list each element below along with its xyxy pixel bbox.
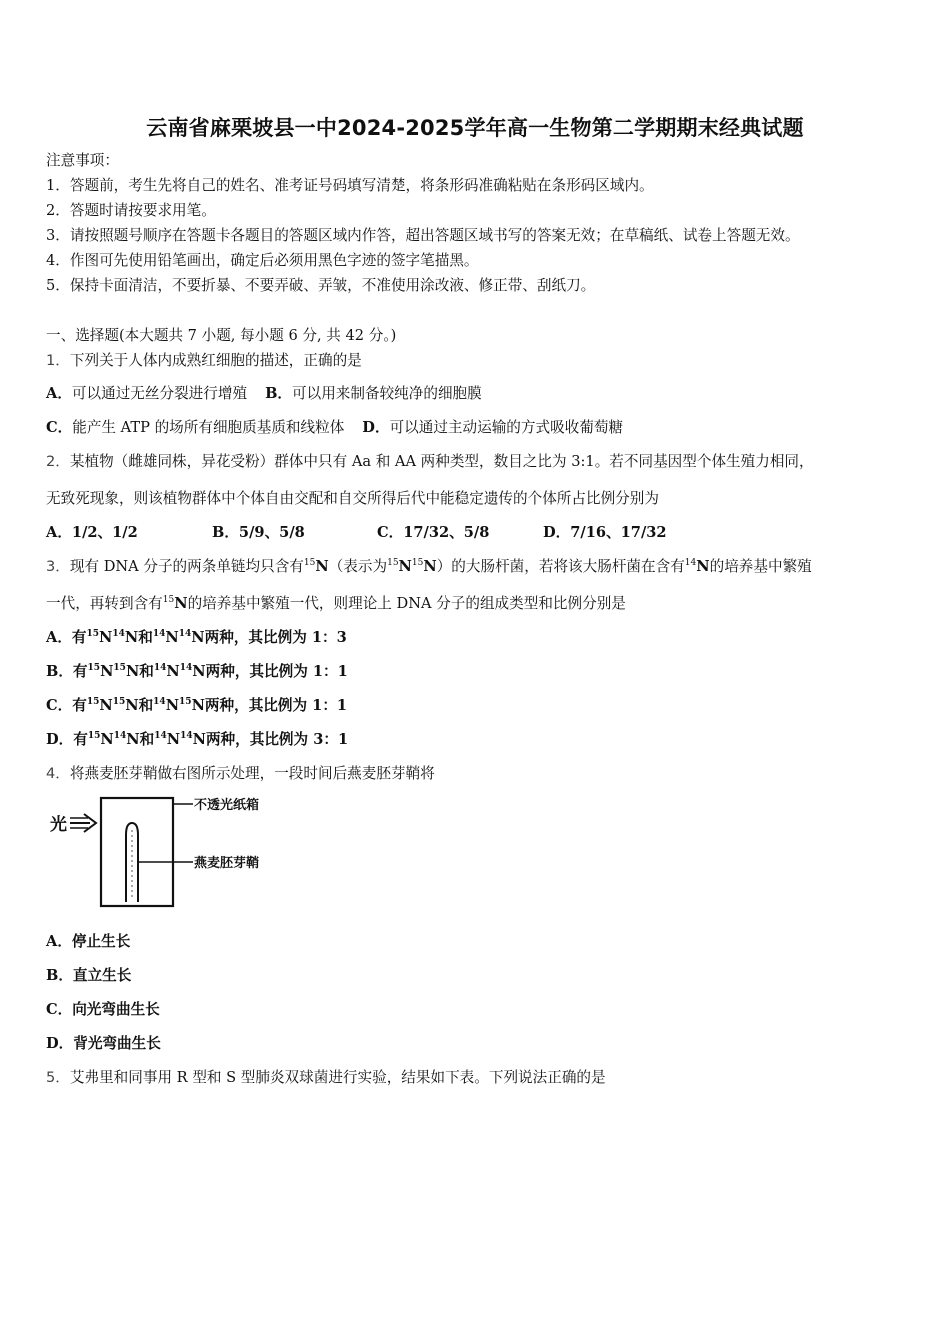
superscript: 15 — [162, 595, 175, 606]
question-number: 5． — [46, 1069, 70, 1086]
q4-option-b: B．直立生长 — [46, 967, 132, 984]
option-label: A． — [46, 385, 72, 402]
question-stem: 将燕麦胚芽鞘做右图所示处理，一段时间后燕麦胚芽鞘将 — [69, 765, 435, 782]
option-label: A．有 — [46, 629, 87, 646]
option-c: C．17/32、5/8 — [377, 524, 490, 541]
element-n: N — [192, 663, 206, 680]
superscript: 15 — [86, 629, 100, 640]
question-2 — [46, 452, 814, 472]
figure-svg — [46, 790, 296, 915]
section-heading: 一、选择题(本大题共 7 小题, 每小题 6 分, 共 42 分。) — [46, 327, 397, 344]
oat-coleoptile-figure — [46, 790, 296, 915]
element-n: N — [125, 663, 140, 680]
option-a: 可以通过无丝分裂进行增殖 — [71, 385, 248, 402]
notice-heading: 注意事项： — [46, 152, 119, 169]
superscript: 14 — [179, 663, 193, 674]
option-c: 能产生 ATP 的场所有细胞质基质和线粒体 — [72, 419, 345, 436]
q1-options-cd — [46, 418, 623, 438]
stem-part: 现有 DNA 分子的两条单链均只含有 — [69, 558, 304, 575]
element-n: N — [174, 595, 188, 612]
option-tail: 两种，其比例为 1：3 — [204, 629, 347, 646]
notice-item-1: 1．答题前，考生先将自己的姓名、准考证号码填写清楚，将条形码准确粘贴在条形码区域内。 — [46, 177, 654, 194]
stem-part: 一代，再转到含有 — [46, 595, 163, 612]
element-n: N — [423, 558, 437, 575]
light-label: 光 — [50, 815, 67, 835]
superscript: 15 — [411, 558, 424, 569]
conj: 和 — [138, 697, 154, 714]
stem-part: ）的大肠杆菌，若将该大肠杆菌在含有 — [436, 558, 685, 575]
element-n: N — [125, 697, 139, 714]
option-a: A．1/2、1/2 — [46, 524, 138, 541]
question-2-cont: 无致死现象，则该植物群体中个体自由交配和自交所得后代中能稳定遗传的个体所占比例分别为 — [46, 490, 659, 507]
superscript: 14 — [684, 558, 697, 569]
option-tail: 两种，其比例为 1：1 — [204, 697, 348, 714]
superscript: 15 — [387, 558, 399, 569]
notice-item-5: 5．保持卡面清洁，不要折暴、不要弄破、弄皱，不准使用涂改液、修正带、刮纸刀。 — [46, 277, 596, 294]
question-number: 4． — [46, 765, 70, 782]
superscript: 15 — [86, 697, 100, 708]
element-n: N — [165, 629, 179, 646]
element-n: N — [166, 731, 181, 748]
option-label: C．有 — [46, 697, 87, 714]
superscript: 15 — [112, 697, 126, 708]
option-b: B．5/9、5/8 — [212, 524, 305, 541]
q1-options-ab — [46, 384, 482, 404]
stem-part: 的培养基中繁殖 — [709, 558, 812, 575]
element-n: N — [315, 558, 329, 575]
q4-option-a: A．停止生长 — [46, 933, 131, 950]
superscript: 14 — [112, 629, 125, 640]
question-3 — [46, 557, 812, 577]
element-n: N — [398, 558, 412, 575]
q3-option-a — [46, 628, 347, 648]
element-n: N — [191, 697, 205, 714]
option-label: B．有 — [46, 663, 88, 680]
conj: 和 — [139, 663, 154, 680]
option-label: D．有 — [46, 731, 88, 748]
question-number: 2． — [46, 453, 70, 470]
notice-item-4: 4．作图可先使用铅笔画出，确定后必须用黑色字迹的签字笔描黑。 — [46, 252, 479, 269]
option-b: 可以用来制备较纯净的细胞膜 — [292, 385, 482, 402]
superscript: 15 — [113, 663, 126, 674]
superscript: 15 — [87, 663, 101, 674]
element-n: N — [191, 629, 205, 646]
q4-option-d: D．背光弯曲生长 — [46, 1035, 161, 1052]
question-4 — [46, 764, 435, 784]
conj: 和 — [139, 731, 155, 748]
element-n: N — [126, 731, 140, 748]
element-n: N — [124, 629, 139, 646]
superscript: 14 — [180, 731, 193, 742]
superscript: 14 — [154, 731, 167, 742]
option-label: C． — [46, 419, 73, 436]
question-number: 1． — [46, 352, 70, 369]
element-n: N — [696, 558, 710, 575]
superscript: 14 — [178, 629, 192, 640]
superscript: 15 — [303, 558, 316, 569]
superscript: 14 — [153, 697, 166, 708]
option-d: 可以通过主动运输的方式吸收葡萄糖 — [389, 419, 624, 436]
light-arrow-icon — [70, 814, 96, 832]
question-number: 3． — [46, 558, 70, 575]
element-n: N — [99, 697, 113, 714]
notice-item-3: 3．请按照题号顺序在答题卡各题目的答题区域内作答，超出答题区域书写的答案无效；在草稿纸、试卷上答题无效。 — [46, 227, 800, 244]
element-n: N — [100, 663, 114, 680]
stem-part: （表示为 — [328, 558, 388, 575]
coleoptile-label: 燕麦胚芽鞘 — [194, 856, 260, 871]
question-stem: 艾弗里和同事用 R 型和 S 型肺炎双球菌进行实验，结果如下表。下列说法正确的是 — [69, 1069, 606, 1086]
element-n: N — [100, 731, 114, 748]
superscript: 15 — [179, 697, 192, 708]
q3-option-c — [46, 696, 347, 716]
element-n: N — [192, 731, 206, 748]
element-n: N — [166, 663, 180, 680]
conj: 和 — [138, 629, 153, 646]
option-tail: 两种，其比例为 1：1 — [205, 663, 348, 680]
question-1 — [46, 351, 362, 371]
option-d: D．7/16、17/32 — [543, 524, 667, 541]
element-n: N — [99, 629, 113, 646]
q3-option-b — [46, 662, 348, 682]
page-title: 云南省麻栗坡县一中2024-2025学年高一生物第二学期期末经典试题 — [146, 116, 804, 140]
superscript: 14 — [152, 629, 166, 640]
option-label: B． — [265, 385, 292, 402]
element-n: N — [165, 697, 180, 714]
question-3-cont — [46, 594, 626, 614]
box-label: 不透光纸箱 — [194, 798, 260, 813]
option-label: D． — [362, 419, 390, 436]
superscript: 14 — [113, 731, 127, 742]
superscript: 14 — [153, 663, 167, 674]
question-stem: 某植物（雌雄同株，异花受粉）群体中只有 Aa 和 AA 两种类型，数目之比为 3:1。若不同基因型个体生殖力相同， — [69, 453, 814, 470]
q4-option-c: C．向光弯曲生长 — [46, 1001, 160, 1018]
option-tail: 两种，其比例为 3：1 — [205, 731, 349, 748]
stem-part: 的培养基中繁殖一代，则理论上 DNA 分子的组成类型和比例分别是 — [187, 595, 626, 612]
q3-option-d — [46, 730, 348, 750]
question-5 — [46, 1068, 606, 1088]
question-stem: 下列关于人体内成熟红细胞的描述，正确的是 — [69, 352, 362, 369]
superscript: 15 — [87, 731, 101, 742]
notice-item-2: 2．答题时请按要求用笔。 — [46, 202, 216, 219]
